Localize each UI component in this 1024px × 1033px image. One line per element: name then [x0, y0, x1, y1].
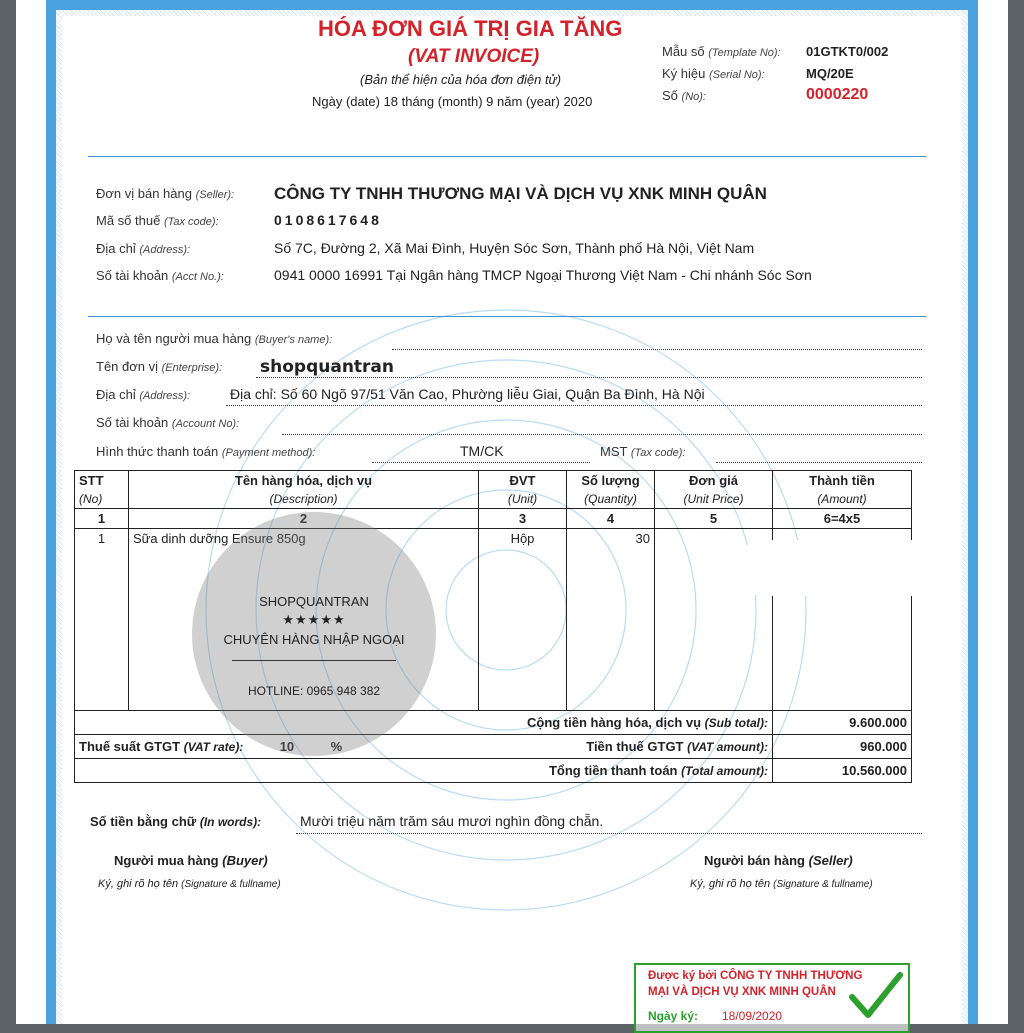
col-sub-quantity: (Quantity)	[567, 490, 655, 509]
buyer-tax-label: MST (Tax code):	[600, 444, 686, 459]
col-index: 1	[75, 509, 129, 529]
number-label: Số (No):	[662, 88, 706, 103]
row-unit: Hộp	[479, 529, 567, 711]
in-words-label: Số tiền bằng chữ (In words):	[90, 814, 262, 829]
col-sub-amount: (Amount)	[773, 490, 912, 509]
col-header-description: Tên hàng hóa, dịch vụ	[129, 471, 479, 491]
serial-value: MQ/20E	[806, 66, 854, 81]
seller-account-label: Số tài khoản (Acct No.):	[96, 268, 224, 283]
stamp-stars: ★★★★★	[282, 612, 346, 627]
row-no: 1	[75, 529, 129, 711]
digital-signature-date-label: Ngày ký:	[648, 1009, 699, 1023]
row-description: Sữa dinh dưỡng Ensure 850g	[129, 529, 479, 711]
seller-tax-label: Mã số thuế (Tax code):	[96, 213, 219, 228]
digital-signature-line1: Được ký bởi CÔNG TY TNHH THƯƠNG	[648, 970, 863, 982]
payment-method: TM/CK	[460, 443, 504, 459]
buyer-name-label: Họ và tên người mua hàng (Buyer's name):	[96, 331, 333, 346]
seller-tax-code: 0108617648	[274, 212, 382, 228]
buyer-signature-note: Ký, ghi rõ họ tên (Signature & fullname)	[98, 878, 281, 890]
col-header-price: Đơn giá	[655, 471, 773, 491]
stamp-shop-name: SHOPQUANTRAN	[259, 594, 369, 609]
buyer-address-line	[226, 405, 922, 406]
seller-name: CÔNG TY TNHH THƯƠNG MẠI VÀ DỊCH VỤ XNK MINH QUÂN	[274, 184, 767, 203]
digital-signature-date: 18/09/2020	[722, 1009, 783, 1023]
total-label: Tổng tiền thanh toán (Total amount):	[75, 759, 773, 783]
in-words-line	[296, 833, 922, 834]
stamp-hotline: HOTLINE: 0965 948 382	[247, 684, 381, 698]
col-header-unit: ĐVT	[479, 471, 567, 491]
invoice-number: 0000220	[806, 86, 869, 103]
redacted-amount	[772, 540, 928, 596]
digital-signature-line2: MẠI VÀ DỊCH VỤ XNK MINH QUÂN	[648, 986, 836, 998]
col-sub-description: (Description)	[129, 490, 479, 509]
buyer-account-line	[282, 434, 922, 435]
col-header-amount: Thành tiền	[773, 471, 912, 491]
buyer-signature-title: Người mua hàng (Buyer)	[114, 853, 268, 868]
buyer-address-label: Địa chỉ (Address):	[96, 387, 191, 402]
seller-address-label: Địa chỉ (Address):	[96, 241, 191, 256]
vat-rate-value: 10	[279, 739, 295, 754]
vat-row	[75, 735, 912, 759]
table-index-row	[75, 509, 912, 529]
subtotal-value: 9.600.000	[773, 711, 912, 735]
payment-line	[372, 462, 590, 463]
col-index: 3	[479, 509, 567, 529]
vat-amount-label: Tiền thuế GTGT (VAT amount):	[586, 739, 768, 754]
vat-amount-value: 960.000	[773, 735, 912, 759]
seller-signature-title: Người bán hàng (Seller)	[704, 853, 853, 868]
table-subheader-row	[75, 490, 912, 509]
template-value: 01GTKT0/002	[806, 44, 889, 59]
redacted-price	[698, 545, 766, 595]
col-sub-price: (Unit Price)	[655, 490, 773, 509]
divider	[88, 156, 926, 157]
col-index: 5	[655, 509, 773, 529]
invoice-date: Ngày (date) 18 tháng (month) 9 năm (year) 2020	[312, 94, 593, 109]
vat-rate-label: Thuế suất GTGT (VAT rate):	[79, 739, 244, 754]
invoice-note: (Bản thể hiện của hóa đơn điện tử)	[360, 72, 562, 87]
col-index: 6=4x5	[773, 509, 912, 529]
stamp-tagline: CHUYÊN HÀNG NHẬP NGOẠI	[223, 632, 405, 647]
stamp-divider	[232, 660, 396, 661]
vat-cell	[75, 735, 773, 759]
col-index: 2	[129, 509, 479, 529]
total-value: 10.560.000	[773, 759, 912, 783]
invoice-subtitle: (VAT INVOICE)	[408, 46, 540, 67]
col-index: 4	[567, 509, 655, 529]
template-label: Mẫu số (Template No):	[662, 44, 781, 59]
seller-signature-note: Ký, ghi rõ họ tên (Signature & fullname)	[690, 878, 873, 890]
enterprise-label: Tên đơn vị (Enterprise):	[96, 359, 223, 374]
serial-label: Ký hiệu (Serial No):	[662, 66, 765, 81]
total-row	[75, 759, 912, 783]
enterprise-line	[256, 377, 922, 378]
buyer-name-line	[392, 349, 922, 350]
in-words-value: Mười triệu năm trăm sáu mươi nghìn đồng chẵn.	[300, 813, 604, 829]
enterprise-value: shopquantran	[260, 357, 394, 377]
checkmark-icon	[848, 971, 904, 1021]
payment-label: Hình thức thanh toán (Payment method):	[96, 444, 316, 459]
table-header-row	[75, 471, 912, 491]
buyer-address: Địa chỉ: Số 60 Ngõ 97/51 Văn Cao, Phường liễu Giai, Quận Ba Đình, Hà Nội	[230, 386, 705, 402]
seller-name-label: Đơn vị bán hàng (Seller):	[96, 186, 235, 201]
row-quantity: 30	[567, 529, 655, 711]
subtotal-row	[75, 711, 912, 735]
col-sub-unit: (Unit)	[479, 490, 567, 509]
divider	[88, 316, 926, 317]
seller-account: 0941 0000 16991 Tại Ngân hàng TMCP Ngoại Thương Việt Nam - Chi nhánh Sóc Sơn	[274, 267, 812, 283]
shop-stamp	[192, 512, 436, 756]
col-header-quantity: Số lượng	[567, 471, 655, 491]
seller-address: Số 7C, Đường 2, Xã Mai Đình, Huyện Sóc Sơn, Thành phố Hà Nội, Việt Nam	[274, 240, 755, 256]
subtotal-label: Cộng tiền hàng hóa, dịch vụ (Sub total):	[75, 711, 773, 735]
buyer-tax-line	[716, 462, 922, 463]
col-sub-no: (No)	[75, 490, 129, 509]
buyer-account-label: Số tài khoản (Account No):	[96, 415, 240, 430]
vat-rate-unit: %	[330, 739, 343, 754]
invoice-title: HÓA ĐƠN GIÁ TRỊ GIA TĂNG	[318, 16, 623, 41]
digital-signature-box	[634, 963, 910, 1033]
col-header-no: STT	[75, 471, 129, 491]
